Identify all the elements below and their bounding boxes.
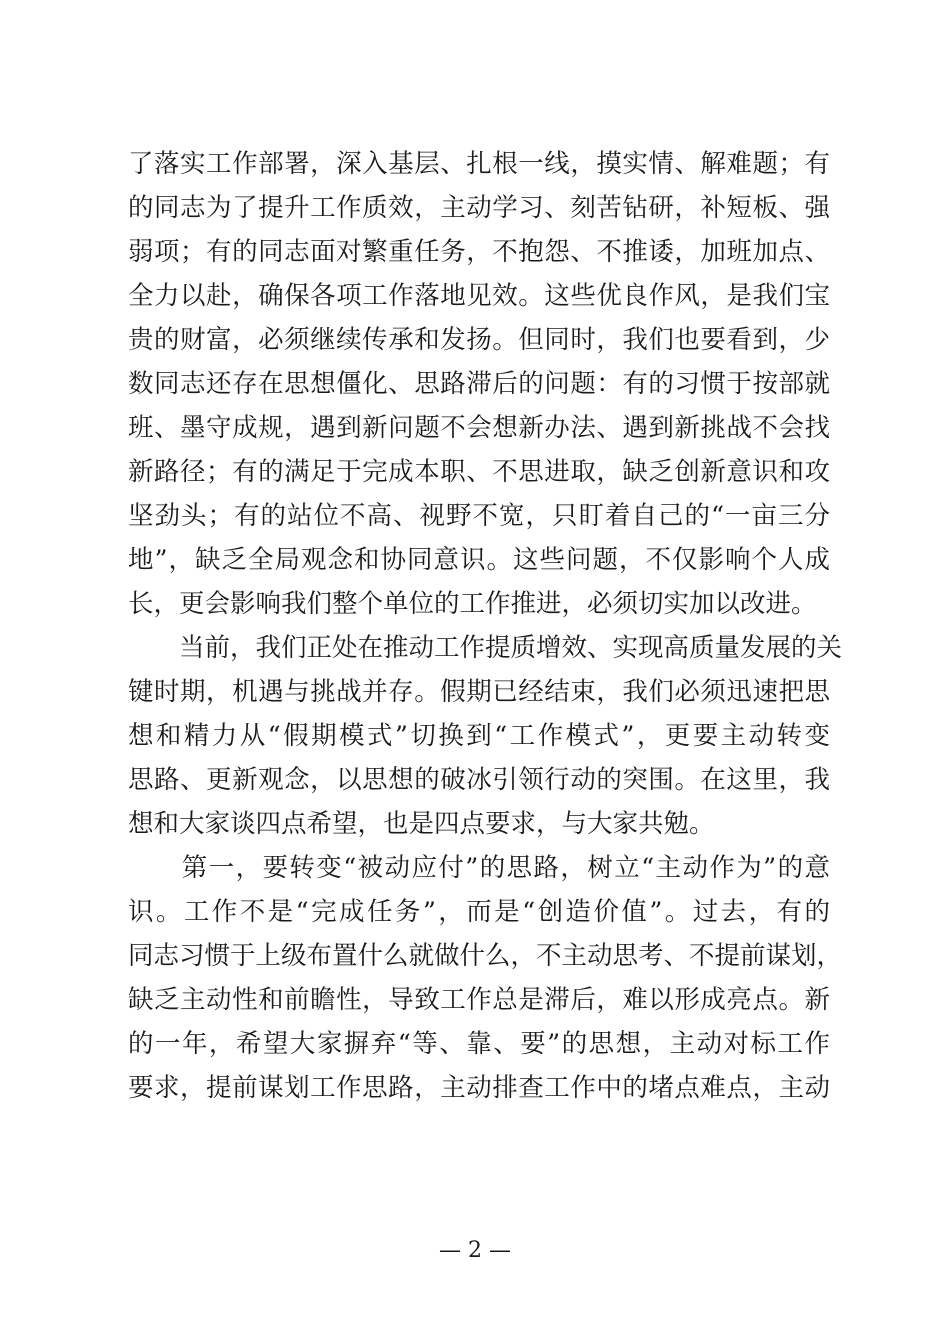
text-line: 的同志为了提升工作质效，主动学习、刻苦钻研，补短板、强 bbox=[128, 193, 830, 223]
text-line: 了落实工作部署，深入基层、扎根一线，摸实情、解难题；有 bbox=[128, 149, 830, 179]
text-line: 要求，提前谋划工作思路，主动排查工作中的堵点难点，主动 bbox=[128, 1073, 830, 1103]
text-line: 当前，我们正处在推动工作提质增效、实现高质量发展的关 bbox=[128, 633, 843, 663]
text-line: 想和大家谈四点希望，也是四点要求，与大家共勉。 bbox=[128, 809, 715, 839]
text-line: 地”，缺乏全局观念和协同意识。这些问题，不仅影响个人成 bbox=[128, 545, 830, 575]
text-line: 键时期，机遇与挑战并存。假期已经结束，我们必须迅速把思 bbox=[128, 677, 830, 707]
text-line: 同志习惯于上级布置什么就做什么，不主动思考、不提前谋划， bbox=[128, 941, 843, 971]
text-line: 全力以赴，确保各项工作落地见效。这些优良作风，是我们宝 bbox=[128, 281, 830, 311]
paragraph-3 bbox=[128, 846, 843, 1110]
text-line: 思路、更新观念，以思想的破冰引领行动的突围。在这里，我 bbox=[128, 765, 830, 795]
text-line: 班、墨守成规，遇到新问题不会想新办法、遇到新挑战不会找 bbox=[128, 413, 830, 443]
text-line: 数同志还存在思想僵化、思路滞后的问题：有的习惯于按部就 bbox=[128, 369, 830, 399]
text-line: 第一，要转变“被动应付”的思路，树立“主动作为”的意 bbox=[128, 853, 830, 883]
text-line: 贵的财富，必须继续传承和发扬。但同时，我们也要看到，少 bbox=[128, 325, 830, 355]
text-line: 想和精力从“假期模式”切换到“工作模式”，更要主动转变 bbox=[128, 721, 830, 751]
text-line: 坚劲头；有的站位不高、视野不宽，只盯着自己的“一亩三分 bbox=[128, 501, 830, 531]
text-line: 缺乏主动性和前瞻性，导致工作总是滞后，难以形成亮点。新 bbox=[128, 985, 830, 1015]
text-line: 识。工作不是“完成任务”，而是“创造价值”。过去，有的 bbox=[128, 897, 830, 927]
paragraph-2 bbox=[128, 626, 843, 846]
page-number: — 2 — bbox=[439, 1238, 511, 1263]
paragraph-1 bbox=[128, 142, 830, 626]
text-line: 新路径；有的满足于完成本职、不思进取，缺乏创新意识和攻 bbox=[128, 457, 830, 487]
document-body bbox=[128, 142, 843, 1110]
text-line: 弱项；有的同志面对繁重任务，不抱怨、不推诿，加班加点、 bbox=[128, 237, 830, 267]
text-line: 的一年，希望大家摒弃“等、靠、要”的思想，主动对标工作 bbox=[128, 1029, 830, 1059]
text-line: 长，更会影响我们整个单位的工作推进，必须切实加以改进。 bbox=[128, 589, 817, 619]
